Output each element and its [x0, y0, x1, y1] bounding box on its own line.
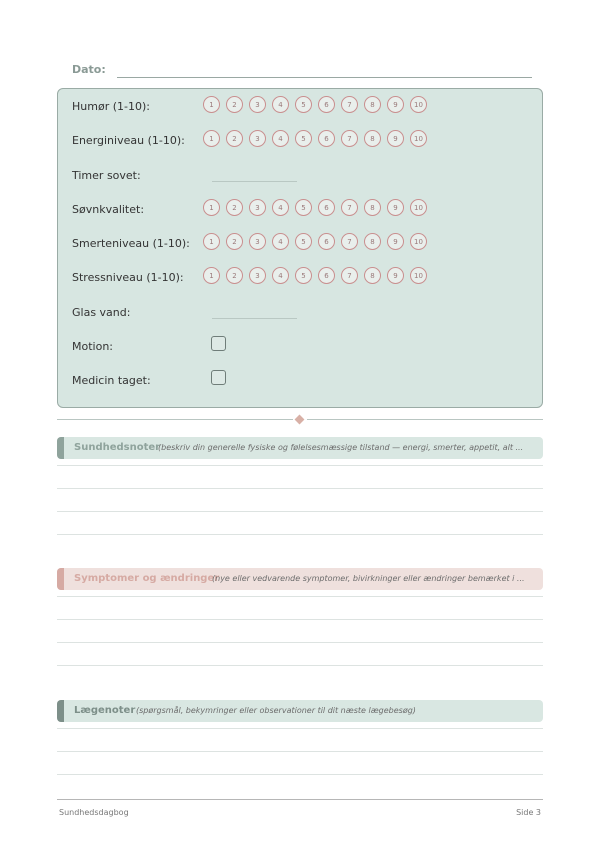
mood-rating-9[interactable]: 9	[387, 96, 404, 113]
divider-left	[57, 419, 293, 420]
sleep-rating-4[interactable]: 4	[272, 199, 289, 216]
mood-rating-1[interactable]: 1	[203, 96, 220, 113]
medicine-label: Medicin taget:	[72, 374, 151, 387]
pain-rating-1[interactable]: 1	[203, 233, 220, 250]
health-notes-header	[57, 437, 543, 459]
stress-rating-10[interactable]: 10	[410, 267, 427, 284]
health-notes-line[interactable]	[57, 465, 543, 466]
medicine-checkbox[interactable]	[211, 370, 226, 385]
mood-rating-5[interactable]: 5	[295, 96, 312, 113]
sleep-hours-label: Timer sovet:	[72, 169, 141, 182]
stress-rating-1[interactable]: 1	[203, 267, 220, 284]
symptoms-accent-bar	[57, 568, 64, 590]
mood-rating-4[interactable]: 4	[272, 96, 289, 113]
sleep-rating-2[interactable]: 2	[226, 199, 243, 216]
symptoms-line[interactable]	[57, 642, 543, 643]
energy-rating-7[interactable]: 7	[341, 130, 358, 147]
pain-rating-7[interactable]: 7	[341, 233, 358, 250]
pain-label: Smerteniveau (1-10):	[72, 237, 190, 250]
stress-row	[72, 267, 532, 289]
sleep-rating-5[interactable]: 5	[295, 199, 312, 216]
sleep-hours-input-line[interactable]	[212, 181, 297, 182]
pain-rating-4[interactable]: 4	[272, 233, 289, 250]
pain-rating-3[interactable]: 3	[249, 233, 266, 250]
energy-label: Energiniveau (1-10):	[72, 134, 185, 147]
page-number: Side 3	[516, 808, 541, 817]
mood-rating-6[interactable]: 6	[318, 96, 335, 113]
symptoms-line[interactable]	[57, 665, 543, 666]
sleep-rating-1[interactable]: 1	[203, 199, 220, 216]
mood-rating-10[interactable]: 10	[410, 96, 427, 113]
mood-rating-2[interactable]: 2	[226, 96, 243, 113]
sleep-rating-6[interactable]: 6	[318, 199, 335, 216]
date-input-line[interactable]	[117, 77, 532, 78]
energy-rating-2[interactable]: 2	[226, 130, 243, 147]
sleep-rating-9[interactable]: 9	[387, 199, 404, 216]
stress-rating-3[interactable]: 3	[249, 267, 266, 284]
medicine-row	[72, 370, 532, 392]
health-notes-line[interactable]	[57, 488, 543, 489]
sleep-rating-7[interactable]: 7	[341, 199, 358, 216]
symptoms-hint: (nye eller vedvarende symptomer, bivirkninger eller ændringer bemærket i ...	[212, 574, 525, 583]
energy-row	[72, 130, 532, 152]
stress-rating-8[interactable]: 8	[364, 267, 381, 284]
health-notes-line[interactable]	[57, 511, 543, 512]
health-notes-title: Sundhedsnoter	[74, 442, 161, 453]
energy-rating-8[interactable]: 8	[364, 130, 381, 147]
health-notes-line[interactable]	[57, 534, 543, 535]
pain-rating-10[interactable]: 10	[410, 233, 427, 250]
stress-rating-7[interactable]: 7	[341, 267, 358, 284]
doctor-notes-header	[57, 700, 543, 722]
energy-rating-6[interactable]: 6	[318, 130, 335, 147]
water-input-line[interactable]	[212, 318, 297, 319]
stress-rating-2[interactable]: 2	[226, 267, 243, 284]
daily-tracker-panel	[57, 88, 543, 408]
symptoms-title: Symptomer og ændringer	[74, 573, 220, 584]
pain-rating-2[interactable]: 2	[226, 233, 243, 250]
sleep-rating-8[interactable]: 8	[364, 199, 381, 216]
pain-rating-9[interactable]: 9	[387, 233, 404, 250]
water-row	[72, 302, 532, 324]
energy-rating-3[interactable]: 3	[249, 130, 266, 147]
pain-rating-8[interactable]: 8	[364, 233, 381, 250]
pain-row	[72, 233, 532, 255]
health-notes-hint: (beskriv din generelle fysiske og følelsesmæssige tilstand — energi, smerter, appetit, alt ...	[158, 443, 524, 452]
stress-rating-9[interactable]: 9	[387, 267, 404, 284]
footer-divider	[57, 799, 543, 800]
mood-rating-3[interactable]: 3	[249, 96, 266, 113]
mood-label: Humør (1-10):	[72, 100, 150, 113]
symptoms-line[interactable]	[57, 619, 543, 620]
doctor-notes-title: Lægenoter	[74, 705, 136, 716]
symptoms-line[interactable]	[57, 596, 543, 597]
mood-row	[72, 96, 532, 118]
sleep-rating-3[interactable]: 3	[249, 199, 266, 216]
sleep-quality-row	[72, 199, 532, 221]
doctor-notes-accent-bar	[57, 700, 64, 722]
sleep-hours-row	[72, 165, 532, 187]
pain-rating-5[interactable]: 5	[295, 233, 312, 250]
pain-rating-6[interactable]: 6	[318, 233, 335, 250]
energy-rating-5[interactable]: 5	[295, 130, 312, 147]
divider-right	[307, 419, 543, 420]
sleep-quality-label: Søvnkvalitet:	[72, 203, 145, 216]
stress-label: Stressniveau (1-10):	[72, 271, 184, 284]
energy-rating-10[interactable]: 10	[410, 130, 427, 147]
stress-rating-6[interactable]: 6	[318, 267, 335, 284]
footer-title: Sundhedsdagbog	[59, 808, 129, 817]
water-label: Glas vand:	[72, 306, 131, 319]
doctor-notes-line[interactable]	[57, 774, 543, 775]
mood-rating-7[interactable]: 7	[341, 96, 358, 113]
date-label: Dato:	[72, 63, 106, 76]
energy-rating-1[interactable]: 1	[203, 130, 220, 147]
doctor-notes-hint: (spørgsmål, bekymringer eller observationer til dit næste lægebesøg)	[136, 706, 416, 715]
mood-rating-8[interactable]: 8	[364, 96, 381, 113]
energy-rating-9[interactable]: 9	[387, 130, 404, 147]
sleep-rating-10[interactable]: 10	[410, 199, 427, 216]
stress-rating-4[interactable]: 4	[272, 267, 289, 284]
doctor-notes-line[interactable]	[57, 751, 543, 752]
stress-rating-5[interactable]: 5	[295, 267, 312, 284]
energy-rating-4[interactable]: 4	[272, 130, 289, 147]
exercise-checkbox[interactable]	[211, 336, 226, 351]
exercise-label: Motion:	[72, 340, 113, 353]
date-row	[72, 63, 532, 79]
doctor-notes-line[interactable]	[57, 728, 543, 729]
health-notes-accent-bar	[57, 437, 64, 459]
exercise-row	[72, 336, 532, 358]
symptoms-header	[57, 568, 543, 590]
divider-diamond-icon	[295, 415, 305, 425]
